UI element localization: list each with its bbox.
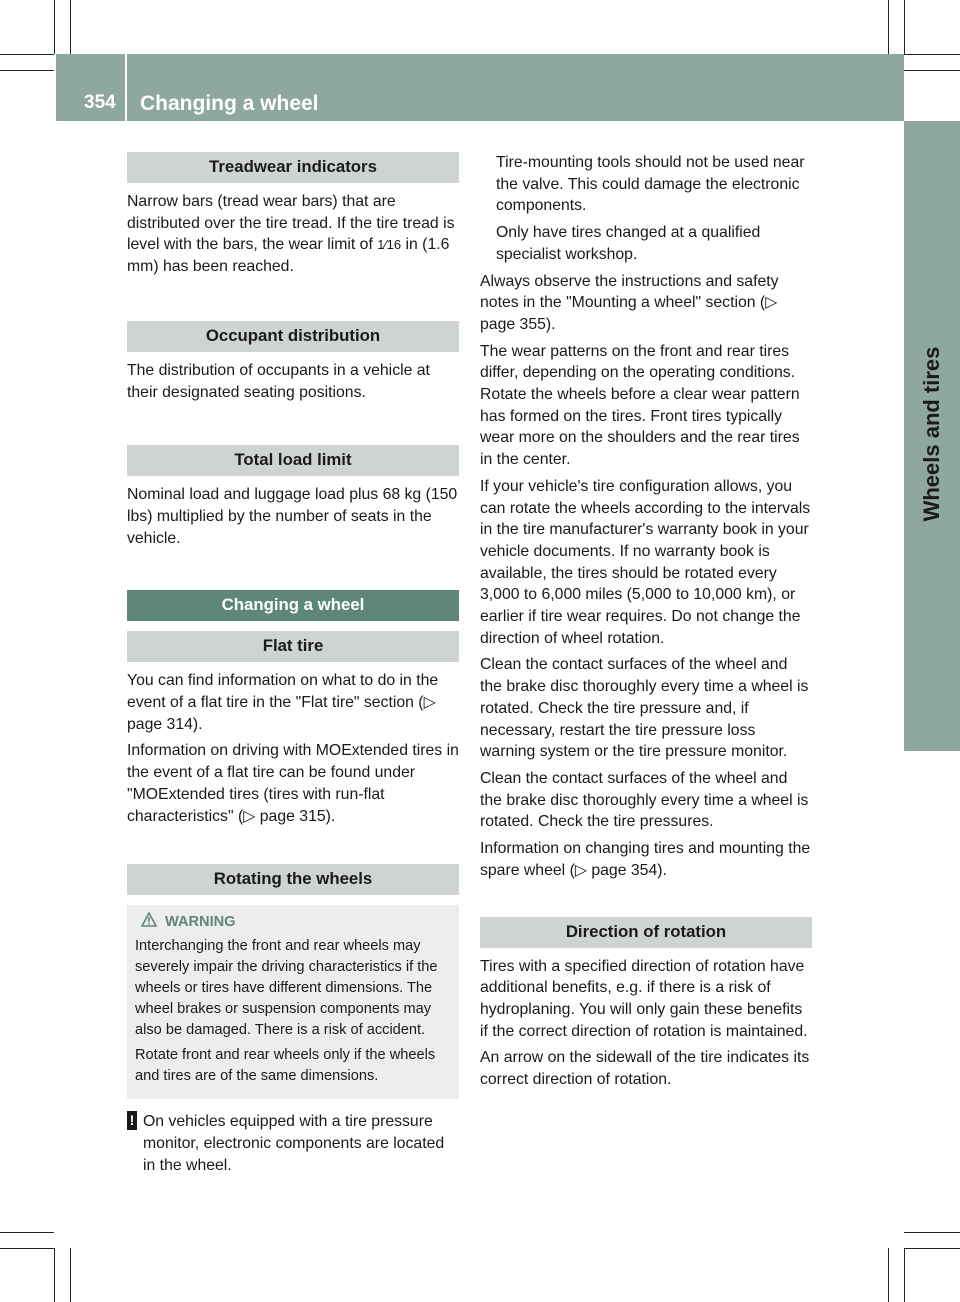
treadwear-text: Narrow bars (tread wear bars) that are distributed over the tire tread. If the tire tread is level with the bars, the wear limit of 1⁄16 in (1.6 mm) has been reached. [127, 193, 455, 276]
section-heading-treadwear: Treadwear indicators [127, 152, 459, 183]
warning-header [135, 912, 451, 931]
occupant-text: The distribution of occupants in a vehicle at their designated seating positions. [127, 361, 430, 401]
section-heading-direction: Direction of rotation [480, 917, 812, 948]
direction-text-1: Tires with a specified direction of rotation have additional benefits, e.g. if there is a risk of hydroplaning. You will only gain these benefits if the correct direction of rotation is maintained. [480, 957, 808, 1040]
warning-box [127, 905, 459, 1099]
crop-mark [904, 54, 960, 55]
right-column [480, 152, 812, 1096]
crop-mark [904, 1232, 960, 1233]
exclamation-icon: ! [127, 1111, 137, 1130]
rotation-text-5: Clean the contact surfaces of the wheel and the brake disc thoroughly every time a wheel is rotated. Check the tire pressures. [480, 769, 809, 831]
warning-text-2: Rotate front and rear wheels only if the wheels and tires are of the same dimensions. [135, 1047, 436, 1085]
page-number: 354 [84, 92, 116, 113]
crop-mark [888, 1248, 889, 1302]
crop-mark [54, 1248, 55, 1302]
notice-cont-1: Tire-mounting tools should not be used near the valve. This could damage the electronic components. [496, 154, 805, 215]
crop-mark [70, 1248, 71, 1302]
chapter-heading-changing: Changing a wheel [127, 590, 459, 621]
notice-cont-2: Only have tires changed at a qualified specialist workshop. [496, 224, 761, 263]
fraction: 1⁄16 [377, 237, 402, 253]
warning-label: WARNING [165, 913, 236, 930]
rotation-text-4: Clean the contact surfaces of the wheel and the brake disc thoroughly every time a wheel is rotated. Check the tire pressure and, if necessary, restart the tire pressure loss warning system or the tire pressure monitor. [480, 656, 809, 761]
rotation-text-6: Information on changing tires and mounting the spare wheel (▷ page 354). [480, 840, 811, 879]
crop-mark [904, 0, 905, 54]
warning-text-1: Interchanging the front and rear wheels may severely impair the driving characteristics if the wheels or tires have different dimensions. The wheel brakes or suspension components may also be damaged. There is a risk of accident. [135, 938, 438, 1039]
left-column [127, 152, 459, 1181]
flat-text-2: Information on driving with MOExtended tires in the event of a flat tire can be found under "MOExtended tires (tires with run-flat characteristics" (▷ page 315). [127, 742, 459, 825]
crop-mark [54, 0, 55, 54]
crop-mark [0, 54, 54, 55]
crop-mark [0, 70, 54, 71]
crop-mark [0, 1248, 54, 1249]
flat-text-1: You can find information on what to do in the event of a flat tire in the "Flat tire" section (▷ page 314). [127, 672, 439, 733]
notice-block [127, 1111, 459, 1176]
direction-text-2: An arrow on the sidewall of the tire indicates its correct direction of rotation. [480, 1049, 810, 1089]
load-text: Nominal load and luggage load plus 68 kg (150 lbs) multiplied by the number of seats in the vehicle. [127, 486, 458, 547]
crop-mark [888, 0, 889, 54]
side-tab-label: Wheels and tires [919, 346, 944, 522]
header-divider [125, 54, 127, 121]
notice-continuation [480, 152, 812, 266]
notice-text: On vehicles equipped with a tire pressure monitor, electronic components are located in the wheel. [143, 1113, 445, 1174]
crop-mark [0, 1232, 54, 1233]
section-heading-flat: Flat tire [127, 631, 459, 662]
section-heading-rotating: Rotating the wheels [127, 864, 459, 895]
crop-mark [904, 1248, 960, 1249]
crop-mark [904, 70, 960, 71]
crop-mark [904, 1248, 905, 1302]
rotation-text-3: If your vehicle's tire configuration allows, you can rotate the wheels according to the intervals in the tire manufacturer's warranty book in your vehicle documents. If no warranty book is available, the tires should be rotated every 3,000 to 6,000 miles (5,000 to 10,000 km), or earlier if tire wear requires. Do not change the direction of wheel rotation. [480, 477, 811, 647]
rotation-text-1: Always observe the instructions and safety notes in the "Mounting a wheel" section (▷ page 355). [480, 272, 779, 333]
crop-mark [70, 0, 71, 54]
rotation-text-2: The wear patterns on the front and rear tires differ, depending on the operating conditions. Rotate the wheels before a clear wear pattern has formed on the tires. Front tires typically wear more on the shoulders and the rear tires in the center. [480, 342, 800, 469]
section-heading-occupant: Occupant distribution [127, 321, 459, 352]
page-title: Changing a wheel [140, 92, 319, 115]
warning-triangle-icon [135, 912, 165, 931]
section-heading-load: Total load limit [127, 445, 459, 476]
